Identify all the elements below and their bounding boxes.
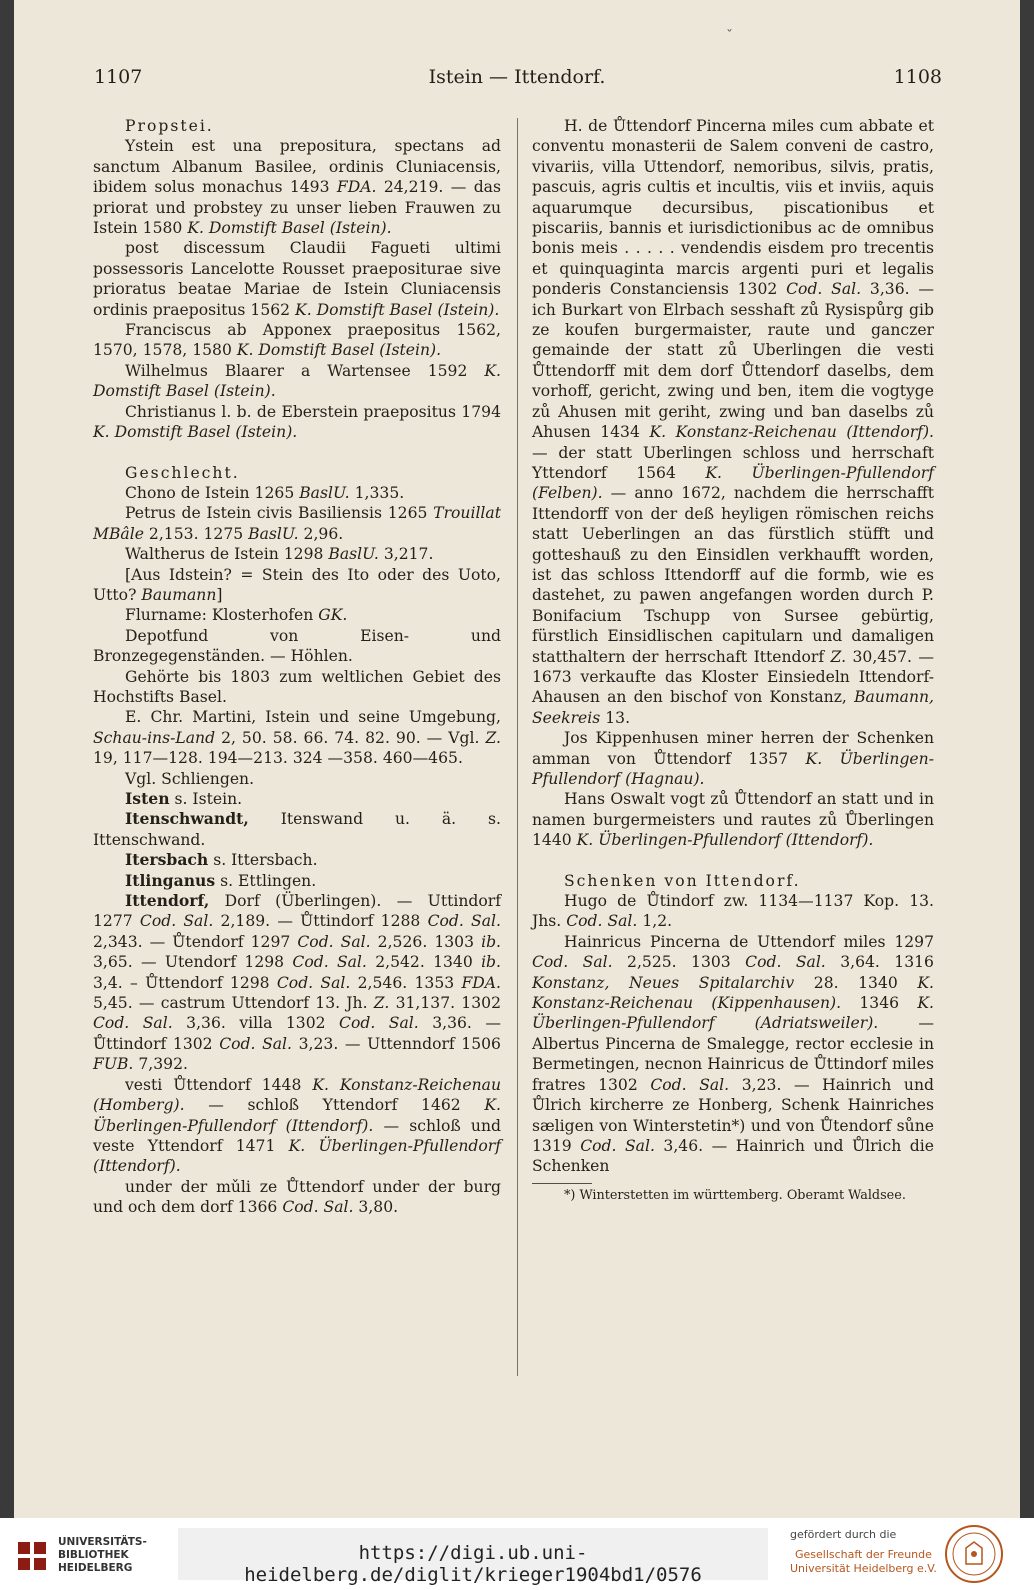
paragraph: Depotfund von Eisen- und Bronzegegenständen. — Höhlen.: [93, 626, 501, 666]
university-library-name: UNIVERSITÄTS- BIBLIOTHEK HEIDELBERG: [58, 1536, 147, 1574]
viewer-footer: [0, 1518, 1034, 1590]
permalink-box[interactable]: [178, 1528, 768, 1586]
entry-itersbach: Itersbach s. Ittersbach.: [125, 850, 318, 870]
paragraph: Waltherus de Istein 1298 BaslU. 3,217.: [125, 545, 434, 564]
margin-mark: ˇ: [726, 28, 733, 44]
permalink-url[interactable]: https://digi.ub.uni-heidelberg.de/diglit/krieger1904bd1/0576: [244, 1542, 702, 1586]
right-column: [532, 116, 934, 1204]
column-divider: [517, 118, 518, 1376]
paragraph: Vgl. Schliengen.: [125, 769, 255, 788]
paragraph: Flurname: Klosterhofen GK.: [125, 606, 348, 625]
paragraph: vesti Ůttendorf 1448 K. Konstanz-Reichenau (Homberg). — schloß Yttendorf 1462 K. Überlingen-Pfullendorf (Ittendorf). — schloß und veste Yttendorf 1471 K. Überlingen-Pfullendorf (Ittendorf).: [93, 1075, 501, 1176]
paragraph: Jos Kippenhusen miner herren der Schenken amman von Ůttendorf 1357 K. Überlingen-Pfullendorf (Hagnau).: [532, 729, 934, 788]
page-number-left: 1107: [94, 66, 143, 88]
paragraph: Christianus l. b. de Eberstein praepositus 1794 K. Domstift Basel (Istein).: [93, 402, 501, 442]
footnote: *) Winterstetten im württemberg. Oberamt Waldsee.: [564, 1187, 906, 1203]
paragraph: post discessum Claudii Fagueti ultimi possessoris Lancelotte Rousset praepositurae sive prioratus beatae Mariae de Istein Cluniacensis ordinis praepositus 1562 K. Domstift Basel (Istein).: [93, 239, 501, 319]
paragraph: E. Chr. Martini, Istein und seine Umgebung, Schau-ins-Land 2, 50. 58. 66. 74. 82. 90. — Vgl. Z. 19, 117—128. 194—213. 324 —358. 460—465.: [93, 708, 501, 768]
entry-isten: Isten s. Istein.: [125, 789, 243, 808]
paragraph: Franciscus ab Apponex praepositus 1562, 1570, 1578, 1580 K. Domstift Basel (Istein).: [93, 321, 501, 360]
university-seal-icon: [944, 1524, 1004, 1584]
paragraph: H. de Ůttendorf Pincerna miles cum abbate et conventu monasterii de Salem conveni de castro, vivariis, villa Uttendorf, nemoribus, silvis, pratis, pascuis, agris cultis et incultis, viis et inviis, aquis aquarumque decursibus, piscationibus et piscariis, bannis et iurisdictionibus ac de omnibus bonis meis . . . . . vendendis eisdem pro trecentis et quinquaginta marcis argenti puri et legalis ponderis Constanciensis 1302 Cod. Sal. 3,36. — ich Burkart von Elrbach sesshaft zů Rysispůrg gib ze koufen burgermaister, raute und ganczer gemainde der statt zů Uberlingen die vesti Ůttendorff mit dem dorf Ůttendorf daselbs, dem vorhoff, gericht, zwing und ben, item die vogtyge zů Ahusen mit geriht, zwing und ban daselbs zů Ahusen 1434 K. Konstanz-Reichenau (Ittendorf). — der statt Uberlingen schloss und herrschaft Yttendorf 1564 K. Überlingen-Pfullendorf (Felben). — anno 1672, nachdem die herrschafft Ittendorff von der deß heyligen römischen reichs statt Ueberlingen an das fürstlich stüfft und gotteshauß zu den Einsidlen verkhaufft worden, ist das schloss Ittendorff auf die formb, wie es dastehet, zu pawen angefangen worden durch P. Bonifacium Tschupp von Sursee gebürtig, fürstlich Einsidlischen capitularn und damaligen statthaltern der herrschaft Ittendorf Z. 30,457. — 1673 verkaufte das Kloster Einsiedeln Ittendorf-Ahausen an den bischof von Konstanz, Baumann, Seekreis 13.: [532, 117, 934, 727]
section-heading: Geschlecht.: [125, 463, 240, 482]
paragraph: [Aus Idstein? = Stein des Ito oder des Uoto, Utto? Baumann]: [93, 565, 501, 604]
footnote-rule: [532, 1183, 592, 1184]
university-library-logo-icon: [14, 1538, 50, 1574]
paragraph: under der mǔli ze Ůttendorf under der burg und och dem dorf 1366 Cod. Sal. 3,80.: [93, 1177, 501, 1217]
paragraph: Gehörte bis 1803 zum weltlichen Gebiet des Hochstifts Basel.: [93, 667, 501, 706]
paragraph: Hans Oswalt vogt zů Ůttendorf an statt und in namen burgermeisters und rautes zů Ůberlingen 1440 K. Überlingen-Pfullendorf (Ittendorf).: [532, 790, 934, 850]
sponsor-name: Gesellschaft der Freunde Universität Heidelberg e.V.: [790, 1548, 937, 1575]
paragraph: Hugo de Ůtindorf zw. 1134—1137 Kop. 13. Jhs. Cod. Sal. 1,2.: [532, 892, 934, 931]
paragraph: Chono de Istein 1265 BaslU. 1,335.: [125, 483, 405, 502]
section-heading: Schenken von Ittendorf.: [564, 871, 801, 890]
entry-itenschwandt: Itenschwandt, Itenswand u. ä. s. Ittenschwand.: [93, 809, 501, 849]
left-column: [93, 116, 501, 1218]
paragraph: Petrus de Istein civis Basiliensis 1265 Trouillat MBâle 2,153. 1275 BaslU. 2,96.: [93, 504, 501, 543]
paragraph: Wilhelmus Blaarer a Wartensee 1592 K. Domstift Basel (Istein).: [93, 361, 501, 401]
sponsor-label: gefördert durch die: [790, 1528, 897, 1541]
entry-ittendorf: Ittendorf, Dorf (Überlingen). — Uttindorf 1277 Cod. Sal. 2,189. — Ůttindorf 1288 Cod. Sal. 2,343. — Ůtendorf 1297 Cod. Sal. 2,526. 1303 ib. 3,65. — Utendorf 1298 Cod. Sal. 2,542. 1340 ib. 3,4. – Ůttendorf 1298 Cod. Sal. 2,546. 1353 FDA. 5,45. — castrum Uttendorf 13. Jh. Z. 31,137. 1302 Cod. Sal. 3,36. villa 1302 Cod. Sal. 3,36. — Ůttindorf 1302 Cod. Sal. 3,23. — Uttenndorf 1506 FUB. 7,392.: [93, 891, 502, 1074]
page-number-right: 1108: [893, 66, 942, 88]
entry-itlinganus: Itlinganus s. Ettlingen.: [125, 870, 317, 890]
section-heading: Propstei.: [125, 117, 214, 135]
running-title: Istein — Ittendorf.: [428, 66, 606, 88]
paragraph: Ystein est una prepositura, spectans ad sanctum Albanum Basilee, ordinis Cluniacensis, ibidem solus monachus 1493 FDA. 24,219. — das priorat und probstey zu unser lieben Frauwen zu Istein 1580 K. Domstift Basel (Istein).: [93, 137, 501, 238]
scanned-page: [14, 0, 1020, 1518]
paragraph: Hainricus Pincerna de Uttendorf miles 1297 Cod. Sal. 2,525. 1303 Cod. Sal. 3,64. 1316 Konstanz, Neues Spitalarchiv 28. 1340 K. Konstanz-Reichenau (Kippenhausen). 1346 K. Überlingen-Pfullendorf (Adriatsweiler). — Albertus Pincerna de Smalegge, rector ecclesie in Bermetingen, necnon Hainricus de Ůttindorf miles fratres 1302 Cod. Sal. 3,23. — Hainrich und Ůlrich kircherre ze Honberg, Schenk Hainriches sæligen von Winterstetin*) und von Ůtendorf sůne 1319 Cod. Sal. 3,46. — Hainrich und Ůlrich die Schenken: [532, 932, 934, 1176]
